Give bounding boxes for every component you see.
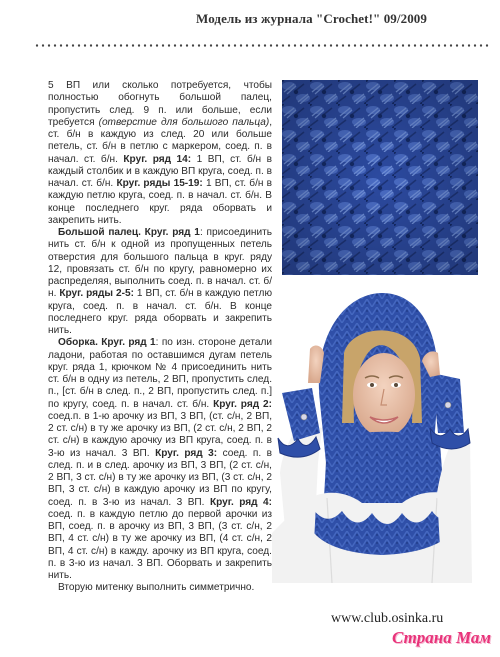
section-heading: Оборка. Круг. ряд 1 bbox=[58, 337, 156, 349]
text-run: соед. п. в каждую петлю до первой арочки из ВП, соед. п. в арочку из ВП, 3 ВП, (3 ст. с/н, 2 ВП, 4 ст. с/н) в ту же арочку из ВП, (4 ст. с/н, 2 ВП, 4 ст. с/н) в кажду. арочку из ВП круга, соед. п. в 3-ю из начал. 3 ВП. Оборвать и закрепить нить. bbox=[48, 508, 272, 581]
paragraph-thumb-hole bbox=[48, 80, 272, 227]
strana-mam-logo: Страна Мам bbox=[392, 628, 492, 647]
paragraph-second-mitten: Вторую митенку выполнить симметрично. bbox=[58, 582, 255, 594]
instructions-column bbox=[48, 80, 272, 595]
model-photo bbox=[272, 283, 472, 583]
dotted-divider bbox=[34, 44, 489, 47]
text-italic: (отверстие для большого пальца) bbox=[98, 116, 270, 128]
paragraph-ruffle bbox=[48, 337, 272, 582]
paragraph-thumb bbox=[48, 227, 272, 337]
row-heading: Круг. ряд 3: bbox=[155, 447, 218, 459]
magazine-source-title: Модель из журнала "Crochet!" 09/2009 bbox=[196, 11, 428, 26]
text-run: 1 ВП, ст. б/н в каждую петлю круга, соед. п. в начал. ст. б/н. В конце последнего круг. ряда оборвать и закрепить нить. bbox=[48, 178, 273, 226]
row-heading: Круг. ряд 14: bbox=[123, 153, 192, 165]
row-heading: Круг. ряд 2: bbox=[213, 398, 272, 410]
page-header bbox=[0, 0, 500, 52]
text-run: : присоединить нить ст. б/н к одной из пропущенных петель отверстия для большого пальца в круг. ряду 12, провязать ст. б/н по кругу, равномерно их распределяя, выполнить соед. п. в начал. ст. б/н. bbox=[48, 227, 272, 300]
text-run: 1 ВП, ст. б/н в каждый столбик и в каждую ВП круга, соед. п. в начал. ст. б/н. bbox=[48, 153, 272, 189]
row-heading: Круг. ряды 15-19: bbox=[116, 178, 203, 189]
section-heading: Большой палец. Круг. ряд 1 bbox=[58, 227, 200, 238]
text-run: 5 ВП или сколько потребуется, чтобы полностью обогнуть большой палец, пропустить след. 9 п. или больше, если требуется bbox=[48, 80, 272, 128]
text-run: 1 ВП, ст. б/н в каждую петлю круга, соед. п. в начал. ст. б/н. В конце последнего круг. ряда оборвать и закрепить нить. bbox=[48, 288, 273, 336]
text-run: , ст. б/н в каждую из след. 20 или больше петель, ст. б/н в петлю с маркером, соед. п. в начал. ст. б/н. bbox=[48, 116, 272, 165]
stitch-swatch-image bbox=[282, 80, 478, 275]
row-heading: Круг. ряды 2-5: bbox=[59, 288, 134, 300]
text-run: соед.п. в 1-ю арочку из ВП, 3 ВП, (ст. с/н, 2 ВП, 2 ст. с/н) в ту же арочку из ВП, (2 ст. с/н, 2 ВП, 2 ст. с/н) в каждую арочку из ВП круга, соед. п. в 3-ю из начал. 3 ВП. bbox=[48, 410, 272, 459]
row-heading: Круг. ряд 4: bbox=[209, 496, 272, 508]
text-run: соед. п. в след. п. и в след. арочку из ВП, 3 ВП, (2 ст. с/н, 2 ВП, 3 ст. с/н) в ту же арочку из ВП, (3 ст. с/н, 2 ВП, 3 ст. с/н) в каждую арочку из ВП по кругу, соед. п. в 3-ю из начал. 3 ВП. bbox=[48, 447, 273, 508]
text-run: : по изн. стороне детали ладони, работая по оставшимся дугам петель круг. ряда 1, крючком № 4 присоединить нить ст. б/н в одну из петель, 2 ВП, пропустить след. п., [ст. б/н в след. п., 2 ВП, пропустить след. п.] по кругу, соед. п. в начал. ст. б/н. bbox=[48, 337, 272, 410]
website-watermark: www.club.osinka.ru bbox=[331, 611, 444, 626]
